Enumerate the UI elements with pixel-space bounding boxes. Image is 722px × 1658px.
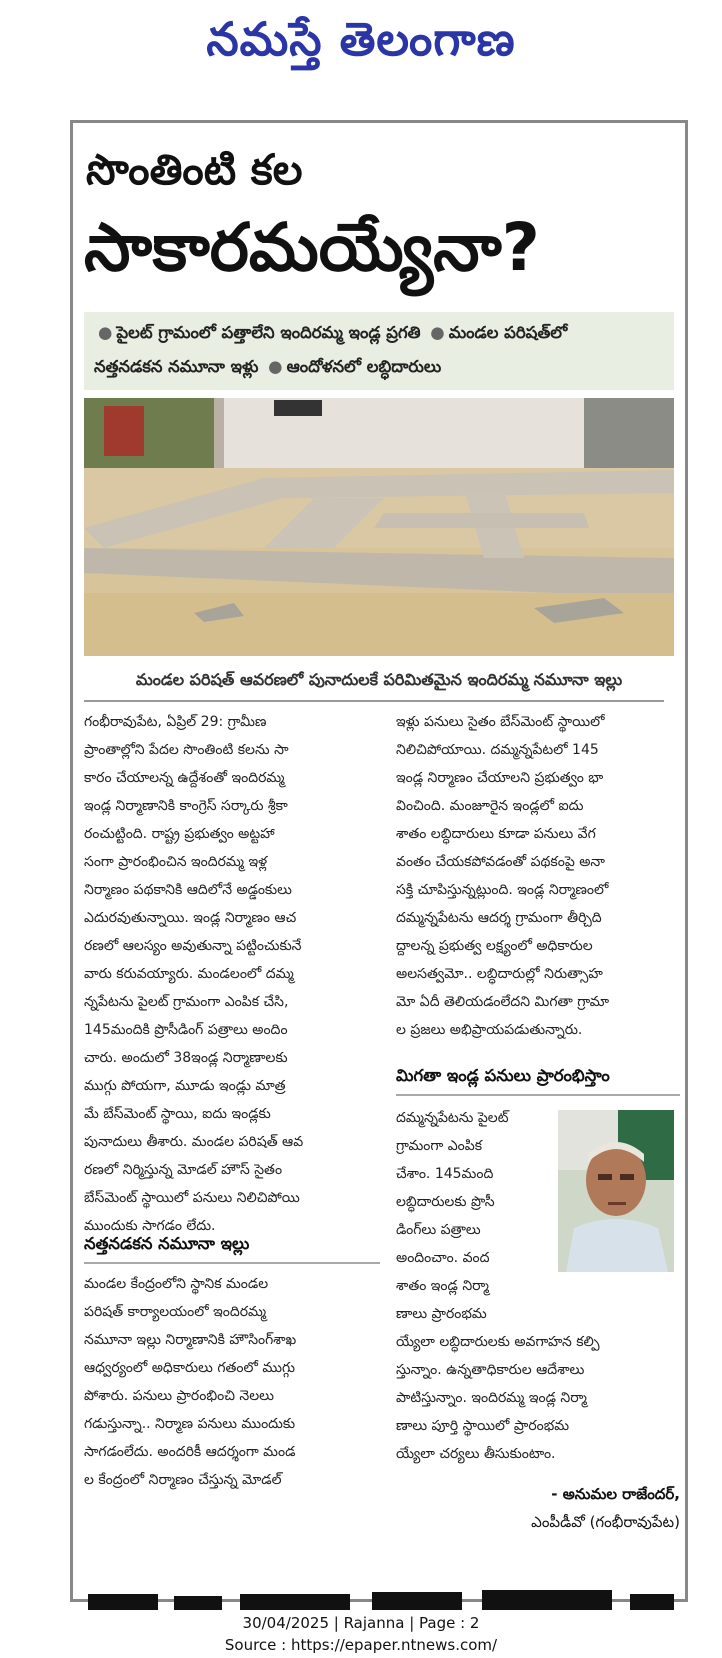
subhead-divider xyxy=(84,1262,380,1264)
official-portrait xyxy=(558,1110,674,1272)
body-line: ల కేంద్రంలో నిర్మాణం చేస్తున్న మోడల్ xyxy=(84,1472,282,1488)
body-line: వించింది. మంజూరైన ఇండ్లలో ఐదు xyxy=(396,798,584,814)
body-line: ఇండ్ల నిర్మాణానికి కాంగ్రెస్ సర్కారు శ్రీకా xyxy=(84,798,288,814)
body-line: సంగా ప్రారంభించిన ఇందిరమ్మ ఇళ్ల xyxy=(84,854,268,870)
quote-column-narrow xyxy=(396,1104,552,1328)
body-line: అందించాం. వంద xyxy=(396,1250,490,1266)
body-line: ల ప్రజలు అభిప్రాయపడుతున్నారు. xyxy=(396,1022,583,1038)
body-line: సక్తి చూపిస్తున్నట్లుంది. ఇండ్ల నిర్మాణంలో xyxy=(396,882,609,898)
body-line: వారు కరువయ్యారు. మండలంలో దమ్మ xyxy=(84,966,294,982)
body-line: పాటిస్తున్నాం. ఇందిరమ్మ ఇండ్ల నిర్మా xyxy=(396,1390,587,1406)
body-line: ముందుకు సాగడం లేదు. xyxy=(84,1218,216,1234)
body-line: శాతం లబ్ధిదారులు కూడా పనులు వేగ xyxy=(396,826,596,842)
body-line: ణాలు ప్రారంభమ xyxy=(396,1306,487,1322)
body-line: ణాలు పూర్తి స్థాయిలో ప్రారంభమ xyxy=(396,1418,570,1434)
body-line: కారం చేయాలన్న ఉద్దేశంతో ఇందిరమ్మ xyxy=(84,770,285,786)
body-line: రణలో ఆలస్యం అవుతున్నా పట్టించుకునే xyxy=(84,938,302,954)
body-line: శాతం ఇండ్ల నిర్మా xyxy=(396,1278,489,1294)
body-line: ముగ్గు పోయగా, మూడు ఇండ్లు మాత్ర xyxy=(84,1078,286,1094)
bullet-icon: ● xyxy=(98,323,113,342)
body-line: చేశాం. 145మంది xyxy=(396,1166,494,1182)
body-line: నిర్మాణం పథకానికి ఆదిలోనే అడ్డంకులు xyxy=(84,882,292,898)
body-line: నిలిచిపోయాయి. దమ్మన్నపేటలో 145 xyxy=(396,742,599,758)
body-column-left-2 xyxy=(84,1270,380,1494)
subhead-remaining-houses: మిగతా ఇండ్ల పనులు ప్రారంభిస్తాం xyxy=(396,1066,610,1085)
caption-divider xyxy=(84,700,664,702)
article-headline: సాకారమయ్యేనా? xyxy=(84,209,540,286)
body-line: ప్రాంతాల్లోని పేదల సొంతింటి కలను సా xyxy=(84,742,289,758)
body-line: అలసత్వమో.. లబ్ధిదారుల్లో నిరుత్సాహ xyxy=(396,966,603,982)
highlight-item: నత్తనడకన నమూనా ఇళ్లు xyxy=(94,357,259,376)
body-line: ఎదురవుతున్నాయి. ఇండ్ల నిర్మాణం ఆచ xyxy=(84,910,297,926)
body-line: మో ఏదీ తెలియడంలేదని మిగతా గ్రామా xyxy=(396,994,610,1010)
photo-caption: మండల పరిషత్ ఆవరణలో పునాదులకే పరిమితమైన ఇందిరమ్మ నమూనా ఇల్లు xyxy=(135,670,623,689)
body-line: న్నపేటను పైలట్ గ్రామంగా ఎంపిక చేసి, xyxy=(84,994,289,1010)
body-line: వంతం చేయకపోవడంతో పథకంపై అనా xyxy=(396,854,605,870)
body-line: నమూనా ఇల్లు నిర్మాణానికి హౌసింగ్‌శాఖ xyxy=(84,1332,297,1348)
person-photo xyxy=(558,1110,674,1272)
body-line: స్తున్నాం. ఉన్నతాధికారుల ఆదేశాలు xyxy=(396,1362,585,1378)
body-line: దమ్మన్నపేటను ఆదర్శ గ్రామంగా తీర్చిది xyxy=(396,910,602,926)
signature-name: - అనుమల రాజేందర్, xyxy=(551,1485,680,1503)
body-line: ఇండ్ల నిర్మాణం చేయాలని ప్రభుత్వం భా xyxy=(396,770,604,786)
body-line: ఇళ్లు పనులు సైతం బేస్‌మెంట్ స్థాయిలో xyxy=(396,714,605,730)
body-line: ద్దాలన్న ప్రభుత్వ లక్ష్యంలో అధికారుల xyxy=(396,938,593,954)
highlight-item: మండల పరిషత్‌లో xyxy=(448,323,568,342)
subhead-divider xyxy=(396,1094,680,1096)
body-line: మండల కేంద్రంలోని స్థానిక మండల xyxy=(84,1276,269,1292)
foundation-photo xyxy=(84,398,674,656)
body-line: చారు. అందులో 38ఇండ్ల నిర్మాణాలకు xyxy=(84,1050,288,1066)
body-line: రణలో నిర్మిస్తున్న మోడల్ హౌస్ సైతం xyxy=(84,1162,283,1178)
highlights-box xyxy=(84,312,674,390)
next-article-cut xyxy=(82,1580,682,1610)
body-line: 145మందికి ప్రొసీడింగ్ పత్రాలు అందిం xyxy=(84,1022,288,1038)
bullet-icon: ● xyxy=(430,323,445,342)
body-line: గంభీరావుపేట, ఏప్రిల్ 29: గ్రామీణ xyxy=(84,714,267,730)
masthead-logo: నమస్తే తెలంగాణ xyxy=(206,12,516,66)
body-line: గ్రామంగా ఎంపిక xyxy=(396,1138,483,1154)
footer-source: Source : https://epaper.ntnews.com/ xyxy=(224,1636,498,1654)
body-line: డింగ్‌లు పత్రాలు xyxy=(396,1222,481,1238)
body-column-left xyxy=(84,708,380,1240)
highlight-item: పైలట్ గ్రామంలో పత్తాలేని ఇందిరమ్మ ఇండ్ల ప్రగతి xyxy=(116,323,421,342)
body-line: ఆధ్వర్యంలో అధికారులు గతంలో ముగ్గు xyxy=(84,1360,295,1376)
subhead-model-house: నత్తనడకన నమూనా ఇల్లు xyxy=(84,1234,250,1253)
body-line: పరిషత్ కార్యాలయంలో ఇందిరమ్మ xyxy=(84,1304,267,1320)
article-photo xyxy=(84,398,674,656)
article-kicker: సొంతింటి కల xyxy=(86,145,303,194)
body-line: పునాదులు తీశారు. మండల పరిషత్ ఆవ xyxy=(84,1134,304,1150)
body-line: పోశారు. పనులు ప్రారంభించి నెలలు xyxy=(84,1388,274,1404)
body-line: య్యేలా చర్యలు తీసుకుంటాం. xyxy=(396,1446,556,1462)
body-line: లబ్ధిదారులకు ప్రొసీ xyxy=(396,1194,495,1210)
body-line: మే బేస్‌మెంట్ స్థాయి, ఐదు ఇండ్లకు xyxy=(84,1106,271,1122)
cut-text-fragment xyxy=(82,1580,682,1610)
body-line: దమ్మన్నపేటను పైలట్ xyxy=(396,1110,509,1126)
signature-role: ఎంపీడీవో (గంభీరావుపేట) xyxy=(531,1513,680,1531)
body-column-right xyxy=(396,708,680,1044)
body-line: రంచుట్టింది. రాష్ట్ర ప్రభుత్వం అట్టహా xyxy=(84,826,275,842)
body-line: సాగడంలేదు. అందరికీ ఆదర్శంగా మండ xyxy=(84,1444,296,1460)
body-line: య్యేలా లబ్ధిదారులకు అవగాహన కల్పి xyxy=(396,1334,600,1350)
body-line: గడుస్తున్నా.. నిర్మాణ పనులు ముందుకు xyxy=(84,1416,296,1432)
footer-dateline: 30/04/2025 | Rajanna | Page : 2 xyxy=(242,1614,480,1632)
quote-column-wide xyxy=(396,1328,680,1468)
body-line: బేస్‌మెంట్ స్థాయిలో పనులు నిలిచిపోయి xyxy=(84,1190,300,1206)
bullet-icon: ● xyxy=(268,357,283,376)
highlight-item: ఆందోళనలో లబ్ధిదారులు xyxy=(286,357,442,376)
